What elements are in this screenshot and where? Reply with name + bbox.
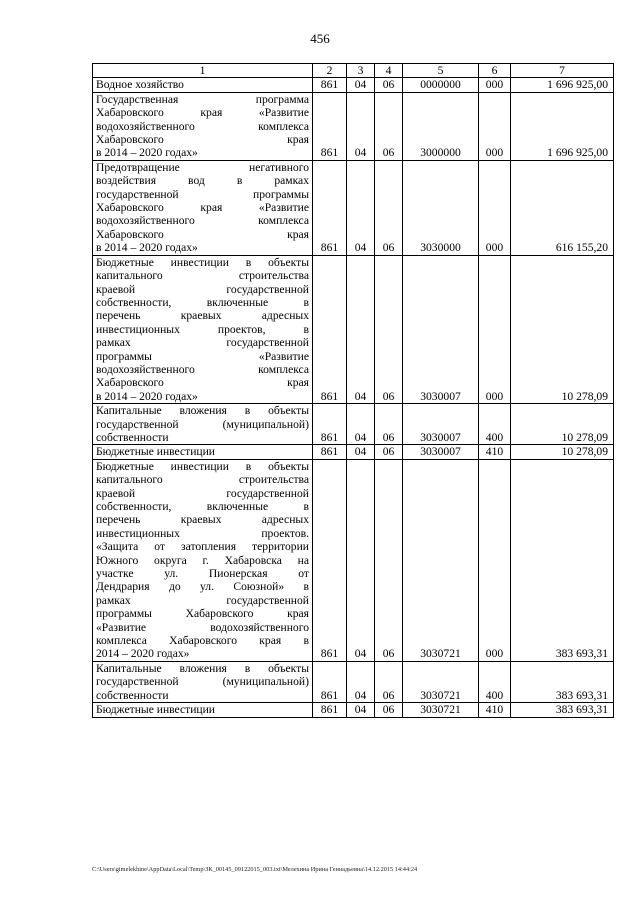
table-row <box>93 445 614 459</box>
target-article-cell: 3030721 <box>403 661 479 702</box>
expense-type-cell: 000 <box>479 78 511 92</box>
expense-type-cell: 000 <box>479 459 511 661</box>
row-name-line: собственности, включенные в <box>96 500 309 513</box>
budget-table <box>92 63 614 718</box>
expense-type-cell: 000 <box>479 160 511 255</box>
subsection-code-cell: 06 <box>375 445 403 459</box>
table-row <box>93 404 614 445</box>
header-cell-4: 4 <box>375 64 403 78</box>
subsection-code-cell: 06 <box>375 92 403 160</box>
row-name-cell <box>93 160 313 255</box>
expense-type-cell: 000 <box>479 92 511 160</box>
target-article-cell: 3030000 <box>403 160 479 255</box>
section-code-cell: 04 <box>347 255 375 403</box>
row-name-line: Хабаровского края «Развитие <box>96 106 309 120</box>
row-name-cell <box>93 445 313 459</box>
expense-type-cell: 000 <box>479 255 511 403</box>
expense-type-cell: 400 <box>479 404 511 445</box>
table-row <box>93 459 614 661</box>
section-code-cell: 04 <box>347 661 375 702</box>
subsection-code-cell: 06 <box>375 78 403 92</box>
row-name-line: Бюджетные инвестиции в объекты <box>96 459 309 473</box>
subsection-code-cell: 06 <box>375 459 403 661</box>
row-name-line: воздействия вод в рамках <box>96 174 309 188</box>
ministry-code-cell: 861 <box>313 445 347 459</box>
section-code-cell: 04 <box>347 459 375 661</box>
header-cell-5: 5 <box>403 64 479 78</box>
target-article-cell: 3030721 <box>403 459 479 661</box>
row-name-line: государственной (муниципальной) <box>96 417 309 431</box>
row-name-line: инвестиционных проектов. <box>96 526 309 540</box>
table-row <box>93 703 614 717</box>
amount-cell: 10 278,09 <box>511 255 614 403</box>
row-name-line: краевой государственной <box>96 282 309 296</box>
header-cell-3: 3 <box>347 64 375 78</box>
row-name-line: Дендрария до ул. Союзной» в <box>96 580 309 594</box>
row-name-line: Капитальные вложения в объекты <box>96 404 309 418</box>
section-code-cell: 04 <box>347 160 375 255</box>
row-name-line: водохозяйственного комплекса <box>96 214 309 228</box>
row-name-line: 2014 – 2020 годах» <box>96 647 190 661</box>
header-cell-2: 2 <box>313 64 347 78</box>
ministry-code-cell: 861 <box>313 459 347 661</box>
row-name-line: Капитальные вложения в объекты <box>96 661 309 675</box>
row-name-line: Бюджетные инвестиции <box>96 703 216 717</box>
table-row <box>93 92 614 160</box>
section-code-cell: 04 <box>347 445 375 459</box>
amount-cell: 383 693,31 <box>511 703 614 717</box>
section-code-cell: 04 <box>347 92 375 160</box>
amount-cell: 616 155,20 <box>511 160 614 255</box>
subsection-code-cell: 06 <box>375 661 403 702</box>
table-body <box>93 64 614 718</box>
section-code-cell: 04 <box>347 703 375 717</box>
row-name-cell <box>93 661 313 702</box>
section-code-cell: 04 <box>347 404 375 445</box>
ministry-code-cell: 861 <box>313 404 347 445</box>
row-name-line: капитального строительства <box>96 473 309 487</box>
target-article-cell: 3030007 <box>403 404 479 445</box>
row-name-line: Водное хозяйство <box>96 78 184 92</box>
row-name-line: комплекса Хабаровского края в <box>96 634 309 648</box>
table-row <box>93 160 614 255</box>
row-name-line: Хабаровского края <box>96 227 309 241</box>
target-article-cell: 0000000 <box>403 78 479 92</box>
subsection-code-cell: 06 <box>375 404 403 445</box>
row-name-line: капитального строительства <box>96 269 309 283</box>
target-article-cell: 3030007 <box>403 255 479 403</box>
amount-cell: 10 278,09 <box>511 404 614 445</box>
row-name-cell <box>93 703 313 717</box>
row-name-line: Государственная программа <box>96 92 309 106</box>
row-name-line: водохозяйственного комплекса <box>96 362 309 376</box>
row-name-line: Бюджетные инвестиции <box>96 445 216 459</box>
row-name-line: «Развитие водохозяйственного <box>96 620 309 634</box>
row-name-cell <box>93 404 313 445</box>
header-cell-7: 7 <box>511 64 614 78</box>
subsection-code-cell: 06 <box>375 703 403 717</box>
table-row <box>93 255 614 403</box>
header-cell-6: 6 <box>479 64 511 78</box>
row-name-cell <box>93 459 313 661</box>
subsection-code-cell: 06 <box>375 160 403 255</box>
row-name-line: участке ул. Пионерская от <box>96 567 309 581</box>
row-name-line: «Защита от затопления территории <box>96 540 309 554</box>
row-name-line: инвестиционных проектов, в <box>96 322 309 336</box>
row-name-line: Хабаровского края <box>96 376 309 390</box>
subsection-code-cell: 06 <box>375 255 403 403</box>
amount-cell: 383 693,31 <box>511 459 614 661</box>
table-row <box>93 78 614 92</box>
row-name-line: перечень краевых адресных <box>96 309 309 323</box>
section-code-cell: 04 <box>347 78 375 92</box>
row-name-line: краевой государственной <box>96 486 309 500</box>
row-name-line: Южного округа г. Хабаровска на <box>96 553 309 567</box>
expense-type-cell: 400 <box>479 661 511 702</box>
row-name-line: Хабаровского края <box>96 133 309 147</box>
amount-cell: 1 696 925,00 <box>511 92 614 160</box>
ministry-code-cell: 861 <box>313 92 347 160</box>
amount-cell: 1 696 925,00 <box>511 78 614 92</box>
row-name-line: Предотвращение негативного <box>96 160 309 174</box>
row-name-line: собственности <box>96 430 169 444</box>
expense-type-cell: 410 <box>479 445 511 459</box>
row-name-line: Бюджетные инвестиции в объекты <box>96 255 309 269</box>
table-header-row <box>93 64 614 78</box>
row-name-line: собственности <box>96 688 169 702</box>
ministry-code-cell: 861 <box>313 703 347 717</box>
row-name-cell <box>93 78 313 92</box>
row-name-line: в 2014 – 2020 годах» <box>96 241 198 255</box>
row-name-line: программы Хабаровского края <box>96 607 309 621</box>
ministry-code-cell: 861 <box>313 78 347 92</box>
row-name-cell <box>93 92 313 160</box>
row-name-cell <box>93 255 313 403</box>
target-article-cell: 3000000 <box>403 92 479 160</box>
ministry-code-cell: 861 <box>313 255 347 403</box>
table-row <box>93 661 614 702</box>
ministry-code-cell: 861 <box>313 661 347 702</box>
ministry-code-cell: 861 <box>313 160 347 255</box>
file-path-footer: C:\Users\gimelekhine\AppData\Local\Temp\ЗК_00145_09122015_003.txt\Мелехина Ирина Геннадьевна\14.12.2015 14:44:24 <box>92 866 418 873</box>
row-name-line: собственности, включенные в <box>96 295 309 309</box>
header-cell-1: 1 <box>93 64 313 78</box>
page-number: 456 <box>310 31 330 46</box>
row-name-line: Хабаровского края «Развитие <box>96 201 309 215</box>
row-name-line: рамках государственной <box>96 593 309 607</box>
row-name-line: в 2014 – 2020 годах» <box>96 146 198 160</box>
row-name-line: в 2014 – 2020 годах» <box>96 389 198 403</box>
row-name-line: государственной (муниципальной) <box>96 675 309 689</box>
target-article-cell: 3030721 <box>403 703 479 717</box>
target-article-cell: 3030007 <box>403 445 479 459</box>
row-name-line: водохозяйственного комплекса <box>96 119 309 133</box>
row-name-line: перечень краевых адресных <box>96 513 309 527</box>
row-name-line: рамках государственной <box>96 336 309 350</box>
amount-cell: 383 693,31 <box>511 661 614 702</box>
expense-type-cell: 410 <box>479 703 511 717</box>
amount-cell: 10 278,09 <box>511 445 614 459</box>
row-name-line: программы «Развитие <box>96 349 309 363</box>
row-name-line: государственной программы <box>96 187 309 201</box>
